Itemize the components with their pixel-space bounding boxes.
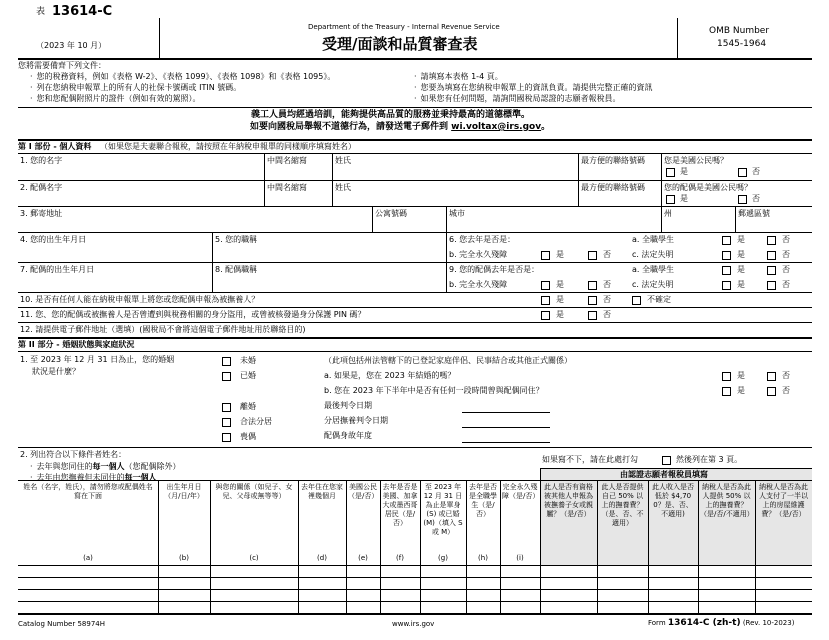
dependents-question: 2. 列出符合以下條件者姓名： xyxy=(20,450,127,459)
table-row[interactable] xyxy=(18,602,812,613)
column-letter: (h) xyxy=(478,554,488,562)
column-header: 出生年月日（月/日/年） xyxy=(164,483,204,500)
middle-initial-label: 中間名縮寫 xyxy=(267,156,307,165)
q6-label: 6. 您去年是否是： xyxy=(449,235,516,244)
separated-label: 合法分居 xyxy=(240,417,272,426)
spouse-citizen-no-checkbox[interactable] xyxy=(738,195,747,204)
last-name-label: 姓氏 xyxy=(335,156,351,165)
no-label: 否 xyxy=(603,310,611,319)
column-header: 去年是否是美國、加拿大或墨西哥居民（是/否） xyxy=(382,483,418,527)
intro-right-item: · 您要為填寫在您納稅申報單上的資訊負責。請提供完整正確的資訊 xyxy=(414,83,653,93)
mailing-address-label: 3. 郵寄地址 xyxy=(20,209,63,218)
q6c-yes-checkbox[interactable] xyxy=(722,251,731,260)
q9-label: 9. 您的配偶去年是否是： xyxy=(449,265,540,274)
marital-question: 1. 至 2023 年 12 月 31 日為止，您的婚姻 xyxy=(20,355,175,364)
apt-label: 公寓號碼 xyxy=(375,209,407,218)
q9b-yes-checkbox[interactable] xyxy=(541,281,550,290)
q11-yes-checkbox[interactable] xyxy=(541,311,550,320)
omb-number: 1545-1964 xyxy=(717,39,767,49)
citizen-no-checkbox[interactable] xyxy=(738,168,747,177)
report-notice: 如要向國稅局舉報不道德行為，請發送電子郵件到 wi.voltax@irs.gov。 xyxy=(250,122,551,132)
no-label: 否 xyxy=(782,265,790,274)
column-header: 姓名（名字，姓氏），請勿將您或配偶姓名寫在下面 xyxy=(23,483,153,500)
column-letter: (g) xyxy=(438,554,448,562)
no-label: 否 xyxy=(603,280,611,289)
q10-no-checkbox[interactable] xyxy=(588,296,597,305)
column-header: 完全永久殘障（是/否） xyxy=(502,483,540,500)
yes-label: 是 xyxy=(737,235,745,244)
q6b-no-checkbox[interactable] xyxy=(588,251,597,260)
irs-website: www.irs.gov xyxy=(392,620,435,628)
no-label: 否 xyxy=(782,371,790,380)
zip-label: 郵遞區號 xyxy=(738,209,770,218)
dependents-bullet-1: · 去年與您同住的每一個人（您配偶除外） xyxy=(30,462,181,472)
q6a-label: a. 全職學生 xyxy=(632,235,674,244)
column-header: 此人是否提供自己 50% 以上的撫養費？（是、否、不適用） xyxy=(601,483,644,527)
q9a-yes-checkbox[interactable] xyxy=(722,266,731,275)
q6c-no-checkbox[interactable] xyxy=(767,251,776,260)
q6a-no-checkbox[interactable] xyxy=(767,236,776,245)
q11-label: 11. 您、您的配偶或被撫養人是否曾遭到與稅務相關的身分盜用，或曾被核發過身分保護 PIN 碼？ xyxy=(20,310,366,319)
intro-left-item: · 您和您配偶附照片的證件（例如有效的駕照）。 xyxy=(30,94,201,104)
no-label: 否 xyxy=(603,295,611,304)
form-number: 13614-C xyxy=(52,4,113,19)
death-year-field[interactable] xyxy=(462,442,550,443)
single-label: 未婚 xyxy=(240,356,256,365)
q9c-yes-checkbox[interactable] xyxy=(722,281,731,290)
intro-left-item: · 列在您納稅申報單上的所有人的社保卡號碼或 ITIN 號碼。 xyxy=(30,83,241,93)
q10-yes-checkbox[interactable] xyxy=(541,296,550,305)
separation-date-field[interactable] xyxy=(462,427,550,428)
column-header: 此人是否有資格被其他人申報為被撫養子女或親屬？（是/否） xyxy=(544,483,593,518)
intro-right-item: · 請填寫本表格 1-4 頁。 xyxy=(414,72,503,82)
citizen-yes-checkbox[interactable] xyxy=(666,168,675,177)
spouse-citizen-question: 您的配偶是美國公民嗎？ xyxy=(664,183,752,192)
q9a-label: a. 全職學生 xyxy=(632,265,674,274)
column-letter: (i) xyxy=(516,554,524,562)
us-citizen-question: 您是美國公民嗎？ xyxy=(664,156,728,165)
spouse-first-name-label: 2. 配偶名字 xyxy=(20,183,63,192)
yes-label: 是 xyxy=(556,250,564,259)
married-2023-no-checkbox[interactable] xyxy=(767,372,776,381)
column-header: 至 2023 年 12 月 31 日為止是單身(S) 或已婚(M)（填入 S 或 M） xyxy=(423,483,463,536)
yes-label: 是 xyxy=(737,386,745,395)
single-checkbox[interactable] xyxy=(222,357,231,366)
report-email-link[interactable]: wi.voltax@irs.gov xyxy=(451,122,542,132)
part1-title: 第 I 部份 - 個人資料 （如果您是夫妻聯合報稅，請按照在年納稅申報單的同樣順序填寫姓名） xyxy=(18,142,356,151)
column-header: 去年是否是全職學生（是/否） xyxy=(469,483,497,518)
unsure-label: 不確定 xyxy=(647,295,671,304)
form-label: 表 xyxy=(36,7,46,17)
yes-label: 是 xyxy=(680,194,688,203)
q12-email-label: 12. 請提供電子郵件地址（選填）(國稅局不會將這個電子郵件地址用於聯絡目的) xyxy=(20,325,306,334)
column-letter: (a) xyxy=(83,554,93,562)
catalog-number: Catalog Number 58974H xyxy=(18,620,105,628)
department: Department of the Treasury - Internal Revenue Service xyxy=(308,23,500,31)
q9c-no-checkbox[interactable] xyxy=(767,281,776,290)
married-checkbox[interactable] xyxy=(222,372,231,381)
no-label: 否 xyxy=(752,167,760,176)
q9a-no-checkbox[interactable] xyxy=(767,266,776,275)
no-label: 否 xyxy=(603,250,611,259)
intro-right-item: · 如果您有任何問題，請詢問國稅局認證的志願者報稅員。 xyxy=(414,94,621,104)
no-label: 否 xyxy=(752,194,760,203)
yes-label: 是 xyxy=(556,280,564,289)
married-2023-yes-checkbox[interactable] xyxy=(722,372,731,381)
intro-left-item: · 您的稅務資料，例如《表格 W-2》、《表格 1099》、《表格 1098》和《表格 1095》。 xyxy=(30,72,335,82)
city-label: 城市 xyxy=(449,209,465,218)
spouse-death-year-label: 配偶身故年度 xyxy=(324,431,372,440)
married-label: 已婚 xyxy=(240,371,256,380)
lived-with-spouse-question: b. 您在 2023 年下半年中是否有任何一段時間曾與配偶同住？ xyxy=(324,386,544,395)
q9c-label: c. 法定失明 xyxy=(632,280,674,289)
married-note: （此項包括州法管轄下的已登記家庭伴侶、民事結合或其他正式關係） xyxy=(324,356,572,365)
spouse-job-label: 8. 配偶職稱 xyxy=(215,265,258,274)
yes-label: 是 xyxy=(680,167,688,176)
column-header: 去年住在您家裡幾個月 xyxy=(301,483,343,500)
q6c-label: c. 法定失明 xyxy=(632,250,674,259)
your-dob-label: 4. 您的出生年月日 xyxy=(20,235,87,244)
dependents-bullet-2: · 去年由您撫養但未同住的每一個人 xyxy=(30,473,157,483)
yes-label: 是 xyxy=(556,295,564,304)
divorce-date-label: 最後判令日期 xyxy=(324,401,372,410)
intro-heading: 您將需要備齊下列文件： xyxy=(18,61,106,70)
column-letter: (e) xyxy=(358,554,368,562)
q6a-yes-checkbox[interactable] xyxy=(722,236,731,245)
page-title: 受理/面談和品質審查表 xyxy=(322,35,478,53)
spouse-last-label: 姓氏 xyxy=(335,183,351,192)
divorced-checkbox[interactable] xyxy=(222,403,231,412)
column-letter: (c) xyxy=(249,554,259,562)
more-space-note: 如果寫不下，請在此處打勾 xyxy=(542,455,638,464)
yes-label: 是 xyxy=(737,250,745,259)
no-label: 否 xyxy=(782,280,790,289)
lived-with-spouse-no-checkbox[interactable] xyxy=(767,387,776,396)
q9b-no-checkbox[interactable] xyxy=(588,281,597,290)
part2-title: 第 II 部分 - 婚姻狀態與家庭狀況 xyxy=(18,340,135,349)
column-header: 此人收入是否低於 $4,700？是、否、不適用) xyxy=(652,483,694,518)
column-header: 美國公民（是/否） xyxy=(348,483,379,500)
lived-with-spouse-yes-checkbox[interactable] xyxy=(722,387,731,396)
yes-label: 是 xyxy=(737,371,745,380)
table-row[interactable] xyxy=(18,566,812,577)
column-header: 納稅人是否為此人提供 50% 以上的撫養費？（是/否/不適用） xyxy=(700,483,754,518)
omb-label: OMB Number xyxy=(709,26,770,36)
separated-checkbox[interactable] xyxy=(222,418,231,427)
marital-question-cont: 狀況是什麼？ xyxy=(32,367,80,376)
q11-no-checkbox[interactable] xyxy=(588,311,597,320)
column-header: 與您的關係（如兒子、女兒、父母或無等等） xyxy=(215,483,293,500)
spouse-dob-label: 7. 配偶的出生年月日 xyxy=(20,265,95,274)
more-space-note-post: 然後列在第 3 頁。 xyxy=(676,455,743,464)
yes-label: 是 xyxy=(737,280,745,289)
column-header: 納稅人是否為此人支付了一半以上的房屋維護費？（是/否） xyxy=(759,483,808,518)
spouse-citizen-yes-checkbox[interactable] xyxy=(666,195,675,204)
spouse-middle-label: 中間名縮寫 xyxy=(267,183,307,192)
form-date: （2023 年 10 月） xyxy=(36,41,107,50)
table-row[interactable] xyxy=(18,578,812,589)
no-label: 否 xyxy=(782,250,790,259)
yes-label: 是 xyxy=(556,310,564,319)
your-first-name-label: 1. 您的名字 xyxy=(20,156,63,165)
spouse-phone-label: 最方便的聯絡號碼 xyxy=(581,183,645,192)
form-footer-id: Form 13614-C (zh-t) (Rev. 10-2023) xyxy=(648,618,795,628)
no-label: 否 xyxy=(782,235,790,244)
table-row[interactable] xyxy=(18,590,812,601)
widowed-checkbox[interactable] xyxy=(222,433,231,442)
q9b-label: b. 完全永久殘障 xyxy=(449,280,508,289)
column-letter: (f) xyxy=(396,554,404,562)
column-letter: (b) xyxy=(179,554,189,562)
q6b-yes-checkbox[interactable] xyxy=(541,251,550,260)
best-phone-label: 最方便的聯絡號碼 xyxy=(581,156,645,165)
certified-preparer-header: 由認證志願者報稅員填寫 xyxy=(620,470,708,479)
more-space-checkbox[interactable] xyxy=(662,456,671,465)
divorce-date-field[interactable] xyxy=(462,412,550,413)
ethics-notice: 義工人員均經過培訓，能夠提供高品質的服務並秉持最高的道德標準。 xyxy=(251,110,531,120)
widowed-label: 喪偶 xyxy=(240,432,256,441)
no-label: 否 xyxy=(782,386,790,395)
separation-date-label: 分居撫養判令日期 xyxy=(324,416,388,425)
q6b-label: b. 完全永久殘障 xyxy=(449,250,508,259)
married-2023-question: a. 如果是，您在 2023 年結婚的嗎？ xyxy=(324,371,456,380)
column-letter: (d) xyxy=(317,554,327,562)
yes-label: 是 xyxy=(737,265,745,274)
divorced-label: 離婚 xyxy=(240,402,256,411)
your-job-label: 5. 您的職稱 xyxy=(215,235,258,244)
q10-unsure-checkbox[interactable] xyxy=(632,296,641,305)
q10-label: 10. 是否有任何人能在納稅申報單上將您或您配偶申報為被撫養人？ xyxy=(20,295,260,304)
state-label: 州 xyxy=(664,209,672,218)
